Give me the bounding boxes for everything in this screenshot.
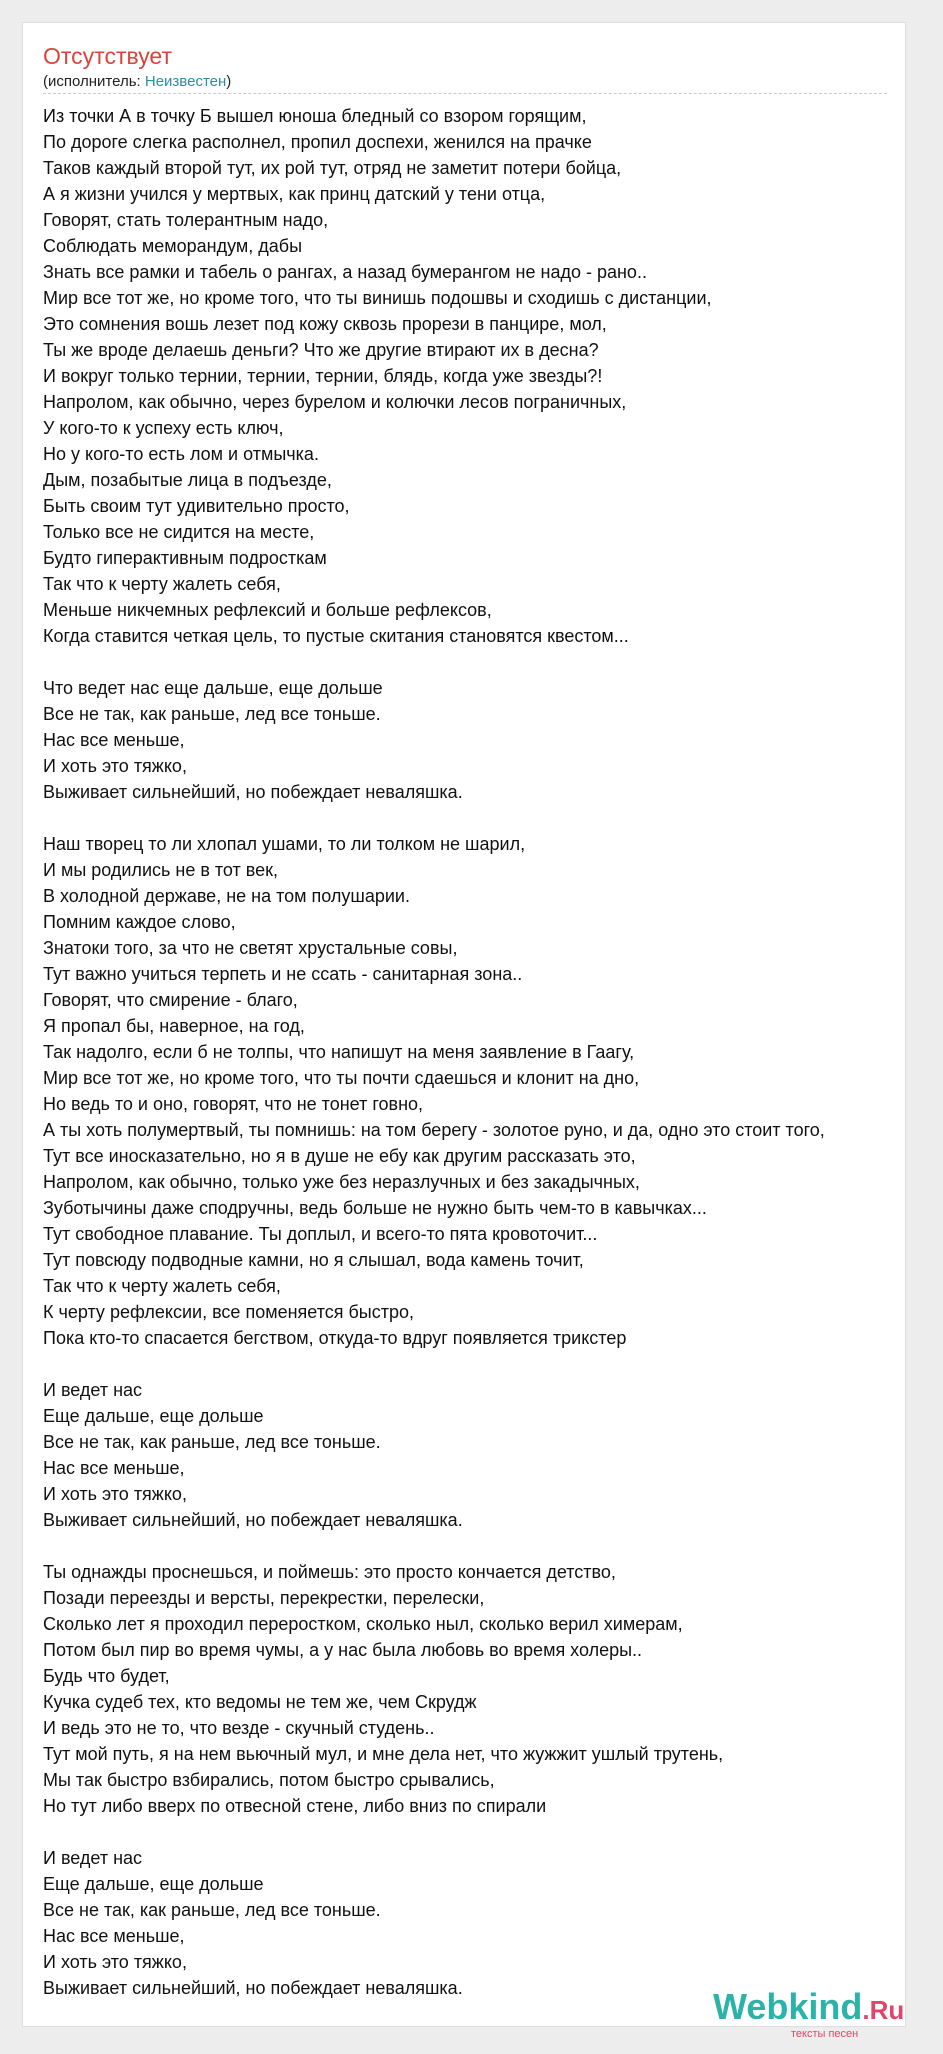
lyric-line: Будто гиперактивным подросткам <box>43 548 327 568</box>
lyric-line: Зуботычины даже сподручны, ведь больше не нужно быть чем-то в кавычках... <box>43 1198 707 1218</box>
artist-suffix: ) <box>226 73 232 90</box>
lyric-line: Нас все меньше, <box>43 730 185 750</box>
lyric-line: И ведет нас <box>43 1848 143 1868</box>
lyric-line: Тут свободное плавание. Ты доплыл, и всего-то пята кровоточит... <box>43 1224 598 1244</box>
dashed-divider <box>43 93 887 94</box>
lyrics-card <box>22 22 906 2040</box>
lyric-line: Все не так, как раньше, лед все тоньше. <box>43 1432 381 1452</box>
lyric-line: Говорят, стать толерантным надо, <box>43 210 329 230</box>
lyric-line: Тут все иносказательно, но я в душе не ебу как другим рассказать это, <box>43 1146 636 1166</box>
lyric-line: Только все не сидится на месте, <box>43 522 315 542</box>
lyric-line: И вокруг только тернии, тернии, тернии, блядь, когда уже звезды?! <box>43 366 603 386</box>
lyric-line: Но ведь то и оно, говорят, что не тонет говно, <box>43 1094 424 1114</box>
lyric-line: Все не так, как раньше, лед все тоньше. <box>43 704 381 724</box>
artist-line <box>43 73 231 90</box>
lyric-line: Я пропал бы, наверное, на год, <box>43 1016 305 1036</box>
lyric-line: Меньше никчемных рефлексий и больше рефлексов, <box>43 600 492 620</box>
lyric-line: Говорят, что смирение - благо, <box>43 990 298 1010</box>
lyric-line: Тут важно учиться терпеть и не ссать - санитарная зона.. <box>43 964 523 984</box>
lyric-line: Так что к черту жалеть себя, <box>43 574 281 594</box>
lyric-line: В холодной державе, не на том полушарии. <box>43 886 410 906</box>
lyrics-stanza <box>43 831 943 1351</box>
lyric-line: Напролом, как обычно, только уже без неразлучных и без закадычных, <box>43 1172 640 1192</box>
lyric-line: И ведь это не то, что везде - скучный студень.. <box>43 1718 435 1738</box>
site-logo[interactable] <box>713 1986 905 2040</box>
lyric-line: И мы родились не в тот век, <box>43 860 279 880</box>
lyric-line: Наш творец то ли хлопал ушами, то ли толком не шарил, <box>43 834 526 854</box>
lyric-line: Нас все меньше, <box>43 1458 185 1478</box>
logo-name: Webkind <box>713 1986 863 2027</box>
lyric-line: Но у кого-то есть лом и отмычка. <box>43 444 319 464</box>
song-title: Отсутствует <box>43 43 172 69</box>
lyric-line: Тут мой путь, я на нем вьючный мул, и мне дела нет, что жужжит ушлый трутень, <box>43 1744 724 1764</box>
logo-tagline: тексты песен <box>791 2028 859 2040</box>
lyric-line: Мир все тот же, но кроме того, что ты почти сдаешься и клонит на дно, <box>43 1068 640 1088</box>
lyric-line: Ты однажды проснешься, и поймешь: это просто кончается детство, <box>43 1562 616 1582</box>
lyric-line: Выживает сильнейший, но побеждает неваляшка. <box>43 782 463 802</box>
lyric-line: Все не так, как раньше, лед все тоньше. <box>43 1900 381 1920</box>
lyric-line: По дороге слегка располнел, пропил доспехи, женился на прачке <box>43 132 592 152</box>
lyrics-stanza <box>43 1559 943 1819</box>
lyric-line: Дым, позабытые лица в подъезде, <box>43 470 332 490</box>
lyric-line: Так что к черту жалеть себя, <box>43 1276 281 1296</box>
lyric-line: Нас все меньше, <box>43 1926 185 1946</box>
lyric-line: Знать все рамки и табель о рангах, а назад бумерангом не надо - рано.. <box>43 262 647 282</box>
lyric-line: Мир все тот же, но кроме того, что ты винишь подошвы и сходишь с дистанции, <box>43 288 712 308</box>
lyric-line: И хоть это тяжко, <box>43 1952 187 1972</box>
lyric-line: Таков каждый второй тут, их рой тут, отряд не заметит потери бойца, <box>43 158 622 178</box>
lyric-line: Помним каждое слово, <box>43 912 236 932</box>
lyric-line: Что ведет нас еще дальше, еще дольше <box>43 678 383 698</box>
lyric-line: Сколько лет я проходил переростком, сколько ныл, сколько верил химерам, <box>43 1614 683 1634</box>
lyric-line: Быть своим тут удивительно просто, <box>43 496 350 516</box>
lyric-line: Это сомнения вошь лезет под кожу сквозь прорези в панцире, мол, <box>43 314 607 334</box>
lyric-line: Когда ставится четкая цель, то пустые скитания становятся квестом... <box>43 626 629 646</box>
lyric-line: Еще дальше, еще дольше <box>43 1874 264 1894</box>
lyric-line: И хоть это тяжко, <box>43 756 187 776</box>
lyric-line: Позади переезды и версты, перекрестки, перелески, <box>43 1588 485 1608</box>
lyric-line: Напролом, как обычно, через бурелом и колючки лесов пограничных, <box>43 392 627 412</box>
lyrics-body <box>43 103 943 2027</box>
lyrics-stanza <box>43 675 943 805</box>
lyric-line: Кучка судеб тех, кто ведомы не тем же, чем Скрудж <box>43 1692 477 1712</box>
lyric-line: Ты же вроде делаешь деньги? Что же другие втирают их в десна? <box>43 340 599 360</box>
lyric-line: Выживает сильнейший, но побеждает неваляшка. <box>43 1978 463 1998</box>
lyric-line: Из точки А в точку Б вышел юноша бледный со взором горящим, <box>43 106 587 126</box>
lyric-line: Пока кто-то спасается бегством, откуда-то вдруг появляется трикстер <box>43 1328 627 1348</box>
lyric-line: Еще дальше, еще дольше <box>43 1406 264 1426</box>
lyric-line: Но тут либо вверх по отвесной стене, либо вниз по спирали <box>43 1796 547 1816</box>
artist-prefix: (исполнитель: <box>43 73 145 90</box>
artist-link[interactable]: Неизвестен <box>144 73 227 90</box>
lyric-line: А я жизни учился у мертвых, как принц датский у тени отца, <box>43 184 546 204</box>
lyrics-stanza <box>43 1377 943 1533</box>
logo-wordmark <box>713 1988 903 2029</box>
lyric-line: Так надолго, если б не толпы, что напишут на меня заявление в Гаагу, <box>43 1042 635 1062</box>
lyric-line: Выживает сильнейший, но побеждает неваляшка. <box>43 1510 463 1530</box>
lyric-line: И хоть это тяжко, <box>43 1484 187 1504</box>
lyric-line: Соблюдать меморандум, дабы <box>43 236 303 256</box>
lyric-line: К черту рефлексии, все поменяется быстро, <box>43 1302 414 1322</box>
logo-tld: .Ru <box>862 1995 905 2025</box>
lyric-line: У кого-то к успеху есть ключ, <box>43 418 284 438</box>
lyrics-stanza <box>43 103 943 649</box>
lyric-line: Знатоки того, за что не светят хрустальные совы, <box>43 938 458 958</box>
lyric-line: И ведет нас <box>43 1380 143 1400</box>
lyric-line: А ты хоть полумертвый, ты помнишь: на том берегу - золотое руно, и да, одно это стоит того, <box>43 1120 825 1140</box>
lyric-line: Тут повсюду подводные камни, но я слышал, вода камень точит, <box>43 1250 584 1270</box>
lyric-line: Потом был пир во время чумы, а у нас была любовь во время холеры.. <box>43 1640 643 1660</box>
lyrics-stanza <box>43 1845 943 2001</box>
lyric-line: Мы так быстро взбирались, потом быстро срывались, <box>43 1770 495 1790</box>
lyric-line: Будь что будет, <box>43 1666 170 1686</box>
